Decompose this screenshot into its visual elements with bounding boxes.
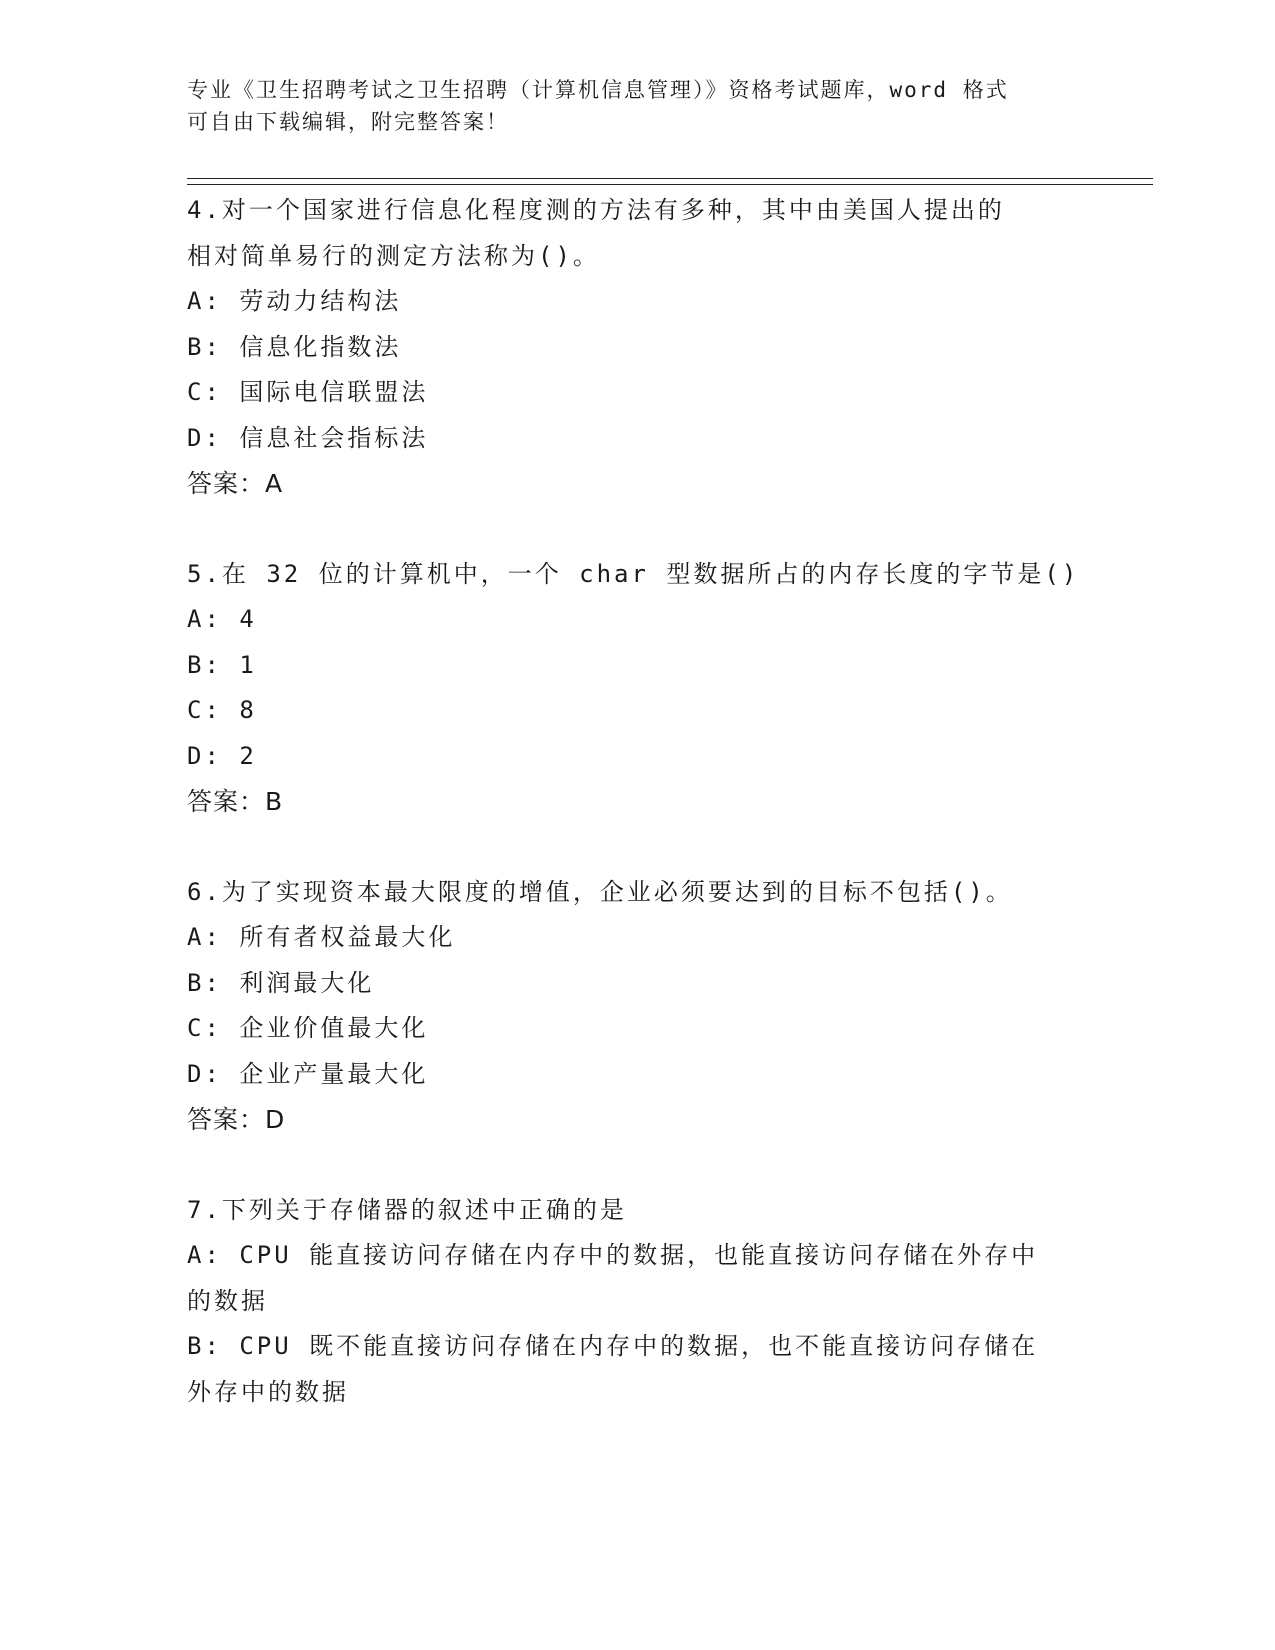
option-c: C: 8 xyxy=(187,696,257,724)
option-b: B: 1 xyxy=(187,650,257,679)
header-divider-top xyxy=(187,178,1153,179)
question-stem-line: 4.对一个国家进行信息化程度测的方法有多种，其中由美国人提出的 xyxy=(187,196,1005,224)
option-b-line: 外存中的数据 xyxy=(187,1377,349,1406)
answer-label: 答案：D xyxy=(187,1105,286,1134)
question-7 xyxy=(187,1188,1087,1416)
document-header xyxy=(187,74,1067,138)
option-a: A: 4 xyxy=(187,605,257,633)
question-list xyxy=(187,188,1087,1415)
question-stem-line: 7.下列关于存储器的叙述中正确的是 xyxy=(187,1195,627,1224)
option-a-line: A: CPU 能直接访问存储在内存中的数据，也能直接访问存储在外存中 xyxy=(187,1241,1039,1269)
question-stem-line: 5.在 32 位的计算机中，一个 char 型数据所占的内存长度的字节是() xyxy=(187,559,1080,588)
question-4 xyxy=(187,188,1087,507)
option-d: D: 企业产量最大化 xyxy=(187,1059,429,1088)
option-c: C: 国际电信联盟法 xyxy=(187,378,429,406)
option-b: B: 信息化指数法 xyxy=(187,332,402,361)
question-spacer xyxy=(187,507,1087,552)
question-stem-line: 相对简单易行的测定方法称为()。 xyxy=(187,241,600,270)
option-a: A: 劳动力结构法 xyxy=(187,287,402,315)
header-divider-bottom xyxy=(187,184,1153,185)
question-spacer xyxy=(187,1143,1087,1188)
option-c: C: 企业价值最大化 xyxy=(187,1014,429,1042)
question-spacer xyxy=(187,825,1087,870)
option-d: D: 信息社会指标法 xyxy=(187,423,429,452)
header-line-2: 可自由下载编辑，附完整答案！ xyxy=(187,110,509,134)
answer-label: 答案：B xyxy=(187,787,284,816)
option-b-line: B: CPU 既不能直接访问存储在内存中的数据，也不能直接访问存储在 xyxy=(187,1332,1039,1360)
option-d: D: 2 xyxy=(187,741,257,770)
question-stem-line: 6.为了实现资本最大限度的增值，企业必须要达到的目标不包括()。 xyxy=(187,877,1013,906)
header-line-1: 专业《卫生招聘考试之卫生招聘（计算机信息管理）》资格考试题库，word 格式 xyxy=(187,78,1009,102)
question-6 xyxy=(187,870,1087,1143)
question-5 xyxy=(187,552,1087,825)
answer-label: 答案：A xyxy=(187,469,284,498)
option-a: A: 所有者权益最大化 xyxy=(187,923,456,951)
option-a-line: 的数据 xyxy=(187,1286,268,1315)
option-b: B: 利润最大化 xyxy=(187,968,375,997)
